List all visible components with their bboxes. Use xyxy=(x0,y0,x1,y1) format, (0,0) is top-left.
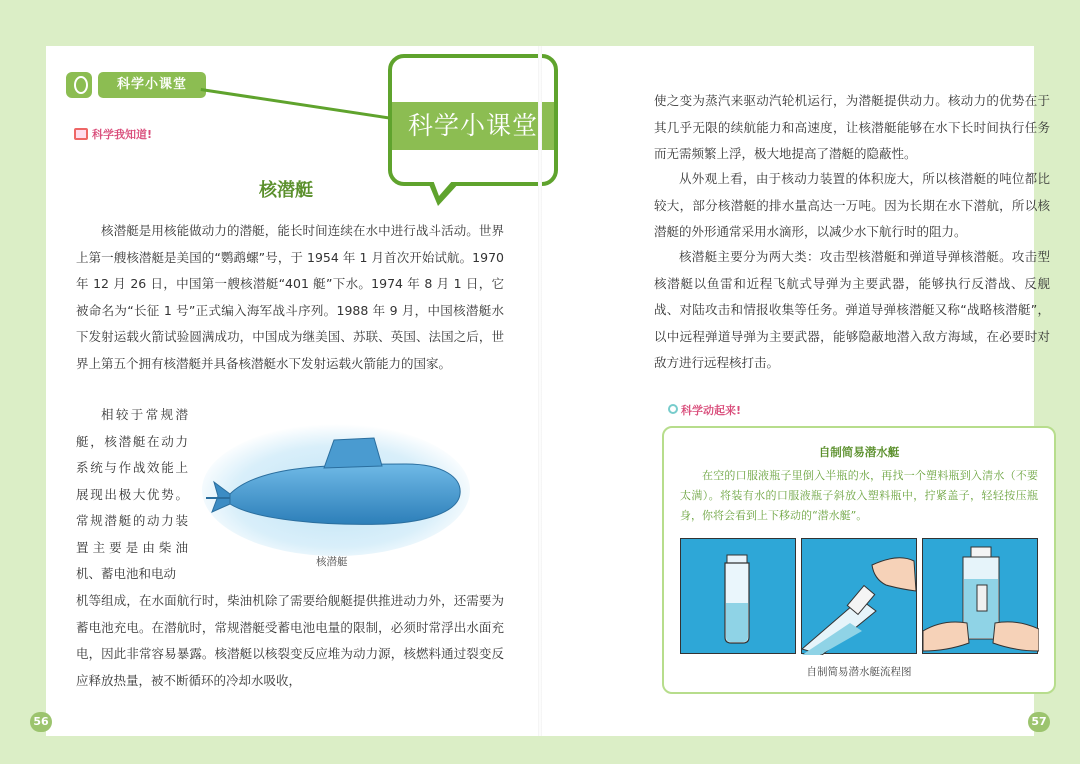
submarine-illustration xyxy=(196,412,472,562)
step-3-panel xyxy=(922,538,1038,654)
section-tag: 科学小课堂 xyxy=(98,72,206,98)
callout-text: 科学小课堂 xyxy=(392,102,554,150)
page-number-right: 57 xyxy=(1028,712,1050,732)
step-2-panel xyxy=(801,538,917,654)
bottle-hand-illustration xyxy=(802,539,918,655)
callout-bubble xyxy=(388,54,558,186)
flask-icon xyxy=(66,72,92,98)
move-label-text: 科学动起来! xyxy=(681,404,742,417)
activity-text: 在空的口服液瓶子里倒入半瓶的水，再找一个塑料瓶到入清水（不要太满）。将装有水的口服液瓶子斜放入塑料瓶中，拧紧盖子，轻轻按压瓶身，你将会看到上下移动的“潜水艇”。 xyxy=(680,469,1038,522)
right-paragraph-3: 核潜艇主要分为两大类：攻击型核潜艇和弹道导弹核潜艇。攻击型核潜艇以鱼雷和近程飞航式导弹为主要武器，能够执行反潜战、反舰战、对陆攻击和情报收集等任务。弹道导弹核潜艇又称“战略核潜艇”，以中远程弹道导弹为主要武器，能够隐蔽地潜入敌方海域，在必要时对敌方进行远程核打击。 xyxy=(654,249,1050,370)
right-page xyxy=(540,46,1050,736)
book-spread xyxy=(33,46,1050,736)
paragraph-1: 核潜艇是用核能做动力的潜艇，能长时间连续在水中进行战斗活动。世界上第一艘核潜艇是美国的“鹦鹉螺”号，于 1954 年 1 月首次开始试航。1970 年 12 月 26 日，中国第一艘核潜艇“401 艇”下水。1974 年 8 月 1 日，它被命名为“长征 1 号”正式编入海军战斗序列。1988 年 9 月，中国核潜艇水下发射运载火箭试验圆满成功，中国成为继美国、苏联、英国、法国之后，世界上第五个拥有核潜艇并具备核潜艇水下发射运载火箭能力的国家。 xyxy=(76,223,504,371)
left-page xyxy=(33,46,540,736)
right-paragraph-1: 使之变为蒸汽来驱动汽轮机运行，为潜艇提供动力。核动力的优势在于其几乎无限的续航能力和高速度，让核潜艇能够在水下长时间执行任务而无需频繁上浮，极大地提高了潜艇的隐蔽性。 xyxy=(654,93,1050,161)
move-label xyxy=(668,402,741,418)
cube-icon xyxy=(74,128,88,140)
callout-pointer xyxy=(201,88,399,121)
activity-box xyxy=(662,426,1056,694)
right-paragraph-2: 从外观上看，由于核动力装置的体积庞大，所以核潜艇的吨位都比较大，部分核潜艇的排水量高达一万吨。因为长期在水下潜航，所以核潜艇的外形通常采用水滴形，以减少水下航行时的阻力。 xyxy=(654,171,1050,239)
know-label-text: 科学我知道! xyxy=(92,128,153,141)
page-number-left: 56 xyxy=(30,712,52,732)
callout-tail-inner xyxy=(433,180,453,196)
step-1-panel xyxy=(680,538,796,654)
submarine-caption: 核潜艇 xyxy=(316,556,348,568)
activity-title: 自制简易潜水艇 xyxy=(818,445,900,459)
vial-illustration xyxy=(681,539,797,655)
know-label xyxy=(74,126,152,142)
paragraph-3: 机等组成，在水面航行时，柴油机除了需要给舰艇提供推进动力外，还需要为蓄电池充电。在潜航时，常规潜艇受蓄电池电量的限制，必须时常浮出水面充电，因此非常容易暴露。核潜艇以核裂变反应堆为动力源，核燃料通过裂变反应释放热量，被不断循环的冷却水吸收， xyxy=(76,593,504,688)
activity-caption: 自制简易潜水艇流程图 xyxy=(806,666,912,678)
article-title: 核潜艇 xyxy=(259,180,313,201)
magnifier-icon xyxy=(668,404,678,414)
press-bottle-illustration xyxy=(923,539,1039,655)
paragraph-2: 相较于常规潜艇，核潜艇在动力系统与作战效能上展现出极大优势。常规潜艇的动力装置主要是由柴油机、蓄电池和电动 xyxy=(76,407,188,581)
